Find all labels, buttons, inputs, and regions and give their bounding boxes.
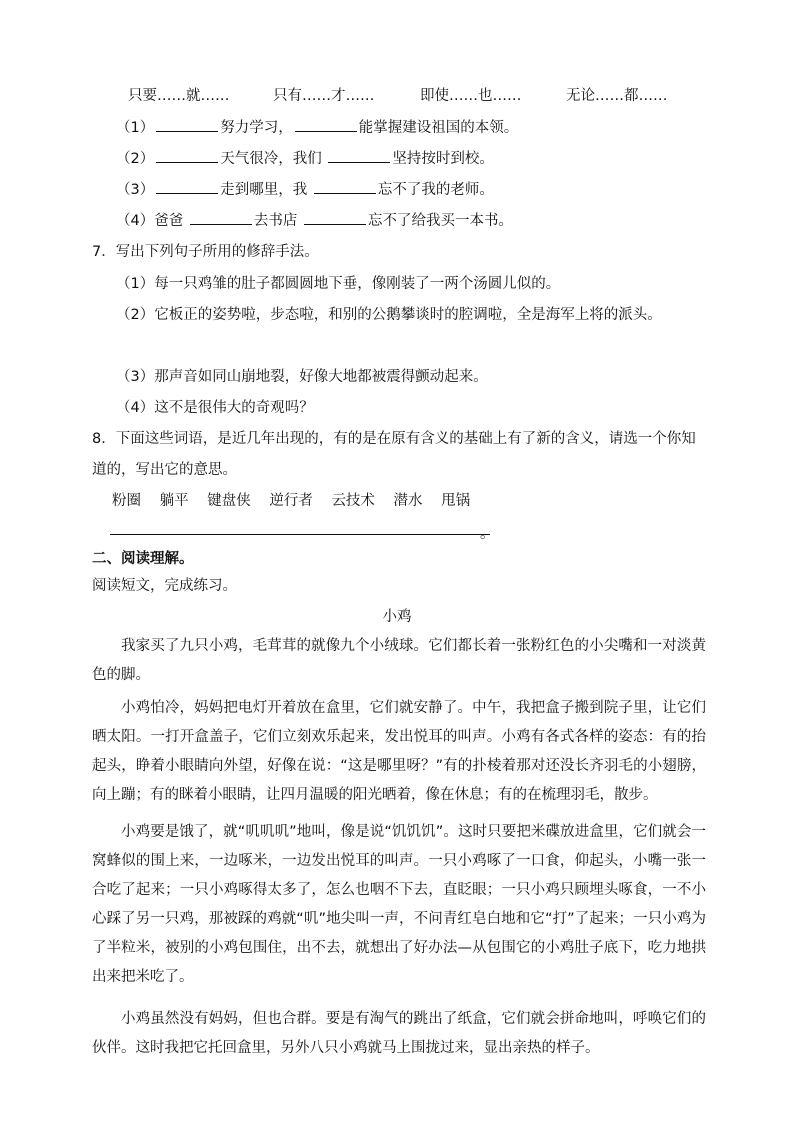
story-title: 小鸡: [382, 609, 412, 625]
q6-item-1: [116, 116, 518, 137]
q8-word: 粉圈: [112, 493, 141, 509]
q8-answer-line[interactable]: [110, 534, 490, 535]
q8-word-list: [112, 489, 484, 510]
q7-item-2: （2）它板正的姿势啦，步态啦，和别的公鹅攀谈时的腔调啦，全是海军上将的派头。: [116, 307, 662, 323]
item-text: 爸爸: [154, 213, 184, 229]
answer-blank[interactable]: [156, 118, 218, 132]
item-number: （1）: [116, 120, 155, 136]
item-text: 走到哪里，我: [220, 182, 308, 198]
q6-item-4: [116, 209, 513, 230]
q6-item-2: [116, 147, 494, 168]
item-text: 坚持按时到校。: [392, 151, 494, 167]
section-heading: 二、阅读理解。: [92, 551, 194, 567]
item-number: （4）: [116, 213, 155, 229]
item-text: 能掌握建设祖国的本领。: [358, 120, 519, 136]
conjunction-option: 只有……才……: [273, 88, 375, 104]
answer-blank[interactable]: [328, 149, 390, 163]
conjunction-option: 即使……也……: [420, 88, 522, 104]
q8-word: 键盘侠: [207, 493, 251, 509]
q7-item-4: （4）这不是很伟大的奇观吗？: [116, 400, 314, 416]
q7-item-3: （3）那声音如同山崩地裂，好像大地都被震得颤动起来。: [116, 369, 488, 385]
q8-word: 逆行者: [269, 493, 313, 509]
q8-word: 躺平: [159, 493, 189, 509]
answer-blank[interactable]: [190, 211, 252, 225]
q8-word: 潜水: [393, 493, 423, 509]
conjunction-option: 只要……就……: [128, 88, 230, 104]
answer-blank[interactable]: [156, 149, 218, 163]
q8-title-line2: 道的，写出它的意思。: [92, 462, 237, 478]
q7-item-1: （1）每一只鸡雏的肚子都圆圆地下垂，像刚装了一两个汤圆儿似的。: [116, 276, 561, 292]
answer-blank[interactable]: [304, 211, 366, 225]
item-number: （2）: [116, 151, 155, 167]
item-text: 忘不了我的老师。: [377, 182, 494, 198]
story-paragraph-4: 小鸡虽然没有妈妈，但也合群。要是有淘气的跳出了纸盒，它们就会拼命地叫，呼唤它们的伙伴。这时我把它托回盒里，另外八只小鸡就马上围拢过来，显出亲热的样子。: [92, 1011, 706, 1056]
q8-word: 甩锅: [441, 493, 471, 509]
item-text: 去书店: [253, 213, 298, 229]
item-text: 努力学习，: [220, 120, 293, 136]
story-paragraph-2: 小鸡怕冷，妈妈把电灯开着放在盒里，它们就安静了。中午，我把盒子搬到院子里，让它们晒太阳。一打开盒盖子，它们立刻欢乐起来，发出悦耳的叫声。小鸡有各式各样的姿态：有的抬起头，睁着小眼睛向外望，好像在说：“这是哪里呀？”有的扑棱着那对还没长齐羽毛的小翅膀，向上蹦；有的眯着小眼睛，让四月温暖的阳光晒着，像在休息；有的在梳理羽毛，散步。: [92, 700, 706, 803]
item-number: （3）: [116, 182, 155, 198]
conjunction-option: 无论……都……: [566, 88, 668, 104]
item-text: 天气很冷，我们: [220, 151, 322, 167]
answer-blank[interactable]: [295, 118, 357, 132]
q7-title: 7．写出下列句子所用的修辞手法。: [92, 244, 319, 260]
item-text: 忘不了给我买一本书。: [367, 213, 513, 229]
q8-word: 云技术: [331, 493, 375, 509]
story-paragraph-1: 我家买了九只小鸡，毛茸茸的就像九个小绒球。它们都长着一张粉红色的小尖嘴和一对淡黄色的脚。: [92, 638, 706, 683]
section-instruction: 阅读短文，完成练习。: [92, 578, 237, 594]
q8-title-line1: 8．下面这些词语，是近几年出现的，有的是在原有含义的基础上有了新的含义，请选一个你知: [92, 431, 696, 447]
q6-item-3: [116, 178, 494, 199]
story-paragraph-3: 小鸡要是饿了，就“叽叽叽”地叫，像是说“饥饥饥”。这时只要把米碟放进盒里，它们就会一窝蜂似的围上来，一边啄米，一边发出悦耳的叫声。一只小鸡啄了一口食，仰起头，小嘴一张一合吃了起来；一只小鸡啄得太多了，怎么也咽不下去，直眨眼；一只小鸡只顾埋头啄食，一不小心踩了另一只鸡，那被踩的鸡就“叽”地尖叫一声，不问青红皂白地和它“打”了起来；一只小鸡为了半粒米，被别的小鸡包围住，出不去，就想出了好办法—从包围它的小鸡肚子底下，吃力地拱出来把米吃了。: [92, 824, 706, 985]
answer-blank[interactable]: [314, 180, 376, 194]
answer-blank[interactable]: [156, 180, 218, 194]
q8-end-mark: 。: [480, 526, 495, 542]
